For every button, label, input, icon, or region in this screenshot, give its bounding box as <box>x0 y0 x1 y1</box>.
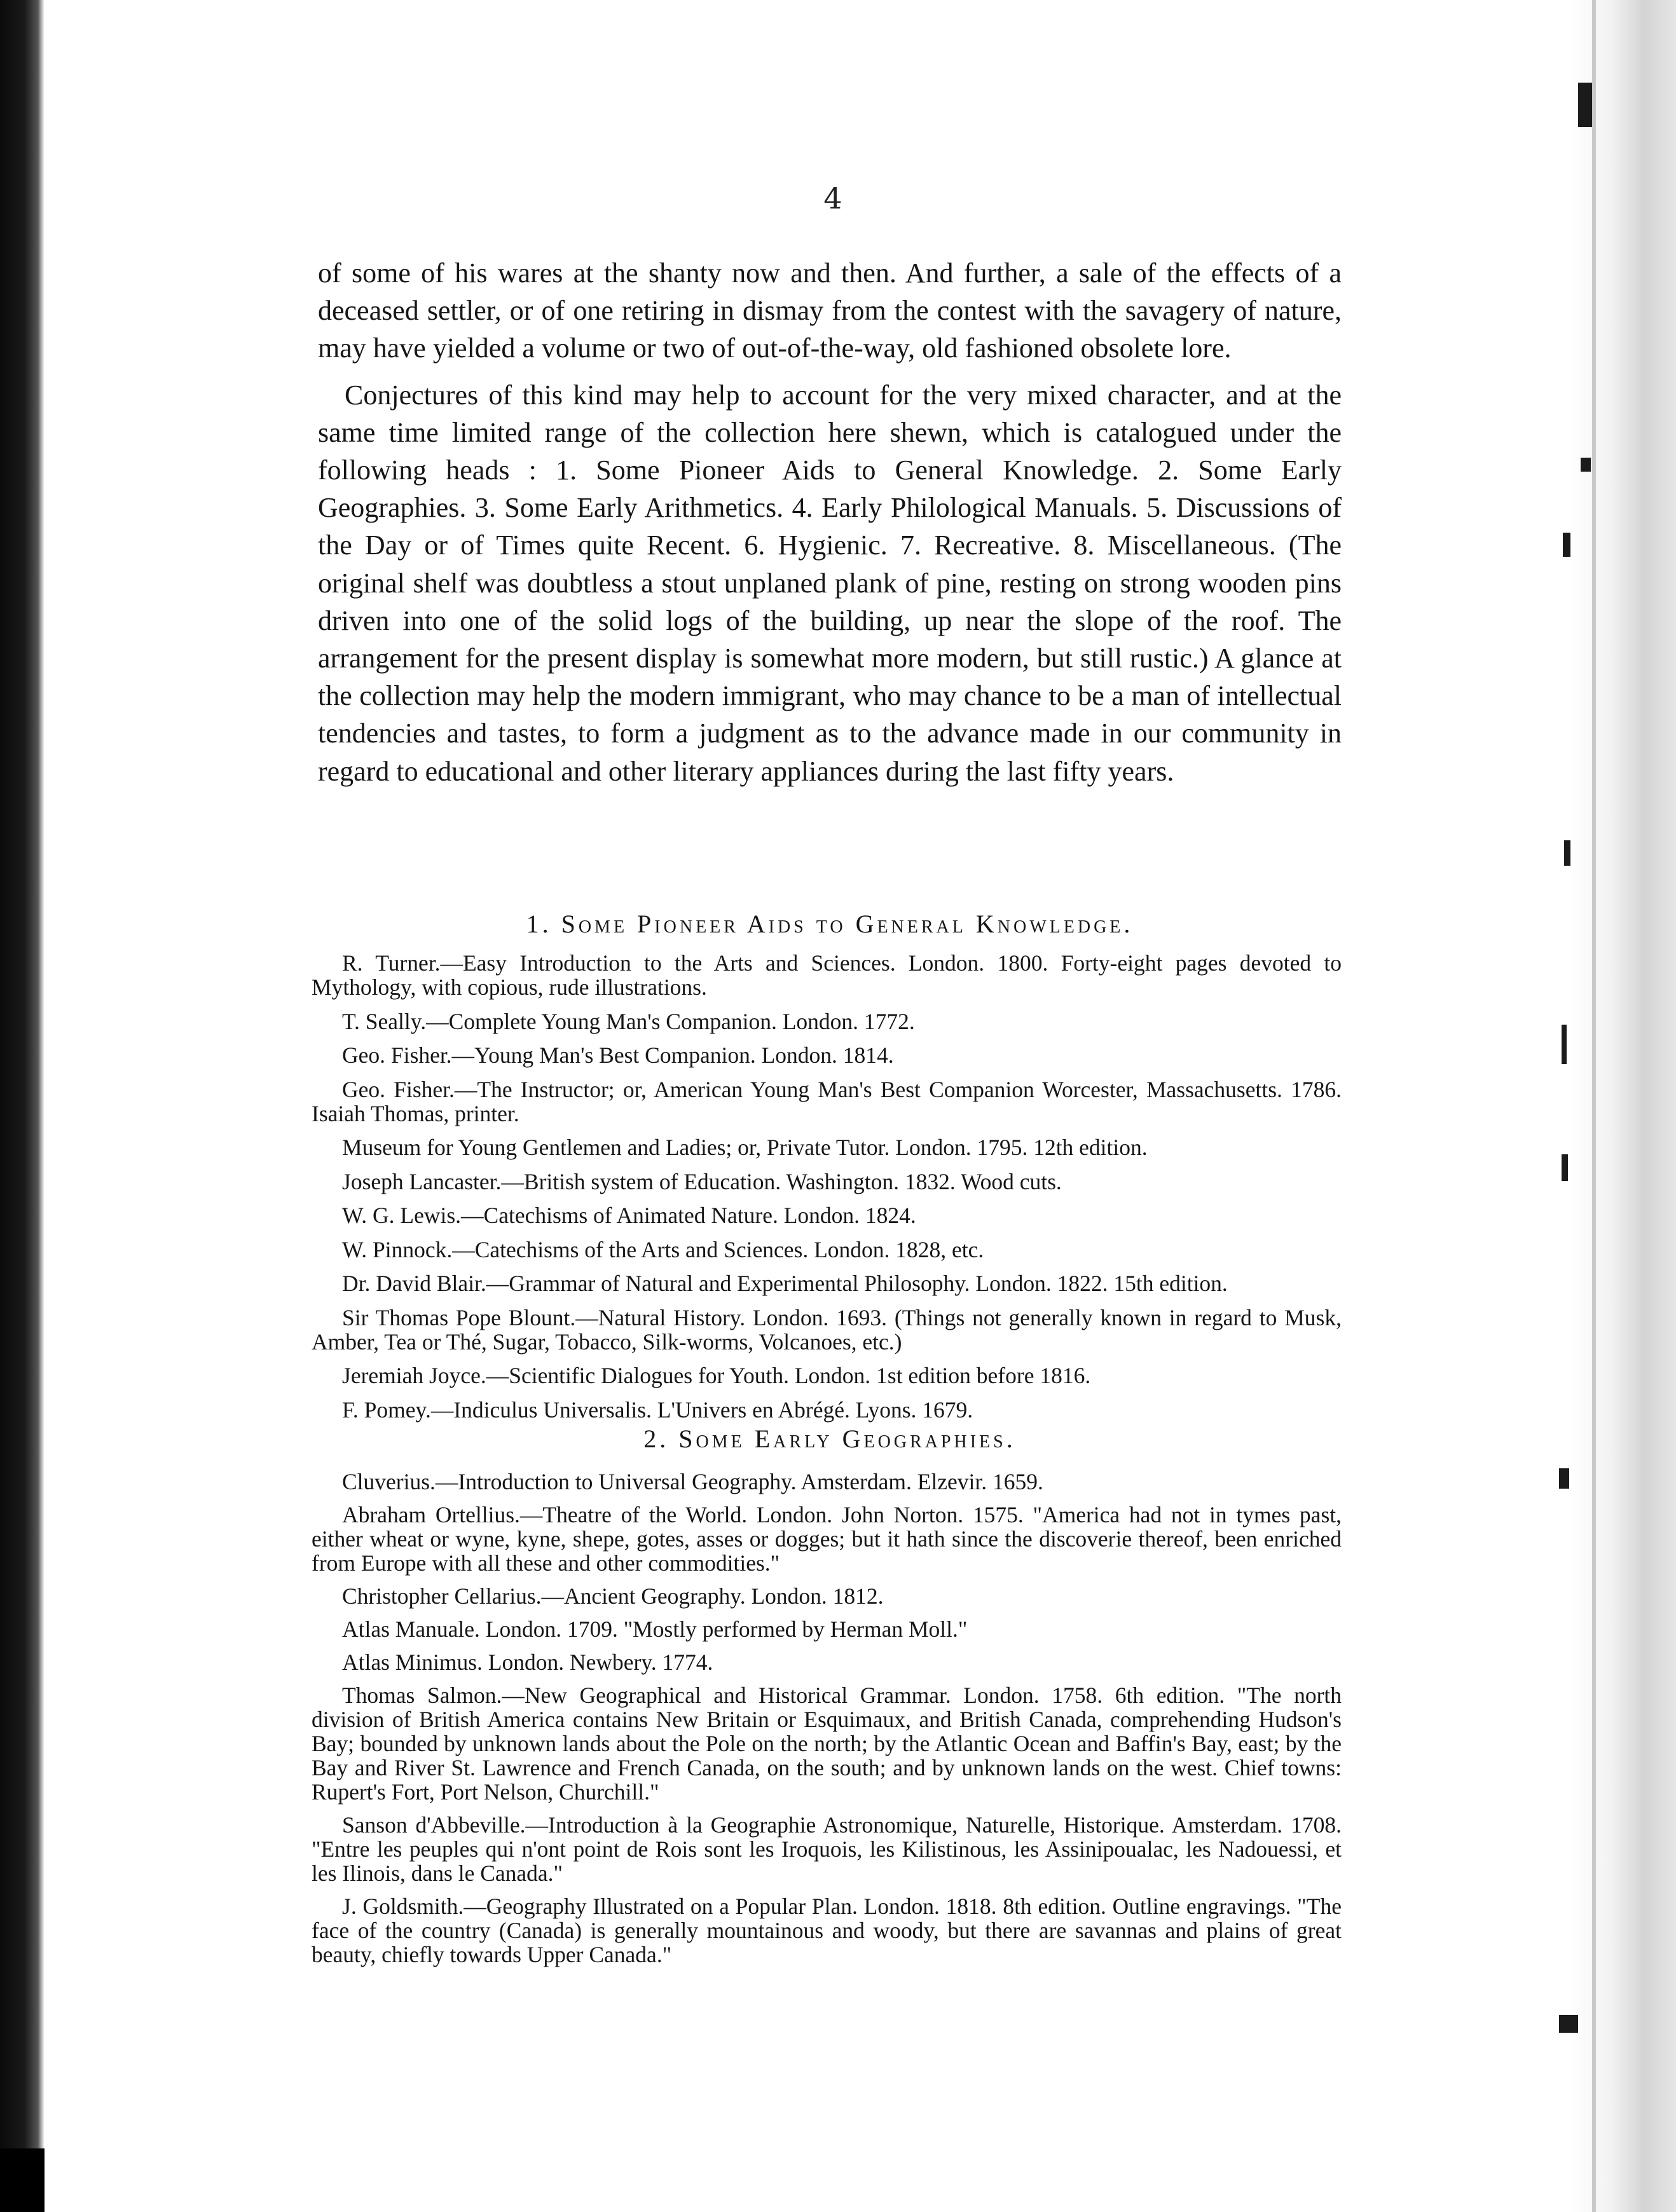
catalogue-entry: Thomas Salmon.—New Geographical and Historical Grammar. London. 1758. 6th edition. "The north division of British America contains New Britain or Esquimaux, and British Canada, comprehending Hudson's Bay; bounded by unknown lands about the Pole on the north; by the Atlantic Ocean and Baffin's Bay, east; by the Bay and River St. Lawrence and French Canada, on the south; and by unknown lands on the west. Chief towns: Rupert's Fort, Port Nelson, Churchill." <box>312 1683 1342 1805</box>
catalogue-entry: Abraham Ortellius.—Theatre of the World. London. John Norton. 1575. "America had not in tymes past, either wheat or wyne, kyne, shepe, gotes, asses or dogges; but it hath since the discoverie thereof, been enriched from Europe with all these and other commodities." <box>312 1502 1342 1576</box>
edge-mark <box>1562 1025 1567 1064</box>
scan-dark-border-left <box>0 0 45 2212</box>
catalogue-entry: Jeremiah Joyce.—Scientific Dialogues for Youth. London. 1st edition before 1816. <box>342 1363 1091 1388</box>
catalogue-entry: Sir Thomas Pope Blount.—Natural History. London. 1693. (Things not generally known in regard to Musk, Amber, Tea or Thé, Sugar, Tobacco, Silk-worms, Volcanoes, etc.) <box>312 1304 1342 1355</box>
catalogue-entry: Cluverius.—Introduction to Universal Geography. Amsterdam. Elzevir. 1659. <box>342 1469 1043 1494</box>
edge-mark <box>1562 1154 1568 1181</box>
body-text <box>318 254 1342 799</box>
page-edge-shade <box>1569 0 1676 2212</box>
catalogue-entry: Dr. David Blair.—Grammar of Natural and Experimental Philosophy. London. 1822. 15th edition. <box>342 1271 1228 1296</box>
page-number: 4 <box>823 181 842 215</box>
edge-mark <box>1581 458 1591 472</box>
edge-mark <box>1564 840 1570 866</box>
catalogue-entry: Christopher Cellarius.—Ancient Geography. London. 1812. <box>342 1583 884 1609</box>
catalogue-entry: Museum for Young Gentlemen and Ladies; or, Private Tutor. London. 1795. 12th edition. <box>342 1135 1148 1160</box>
binding-line <box>1592 0 1596 2212</box>
catalogue-entry: F. Pomey.—Indiculus Universalis. L'Univers en Abrégé. Lyons. 1679. <box>342 1396 973 1423</box>
catalogue-entry: Sanson d'Abbeville.—Introduction à la Geographie Astronomique, Naturelle, Historique. Amsterdam. 1708. "Entre les peuples qui n'ont point de Rois sont les Iroquois, les Kilistinous, les Assinipoualac, les Nadouessi, et les Ilinois, dans le Canada." <box>312 1812 1342 1886</box>
catalogue-entry: Joseph Lancaster.—British system of Education. Washington. 1832. Wood cuts. <box>342 1168 1062 1194</box>
edge-mark <box>1559 2015 1578 2033</box>
section-early-geographies-entries <box>312 1470 1342 1976</box>
catalogue-entry: Geo. Fisher.—The Instructor; or, American Young Man's Best Companion Worcester, Massachusetts. 1786. Isaiah Thomas, printer. <box>312 1076 1342 1126</box>
catalogue-entry: Geo. Fisher.—Young Man's Best Companion. London. 1814. <box>342 1042 894 1068</box>
catalogue-entry: W. G. Lewis.—Catechisms of Animated Nature. London. 1824. <box>342 1203 916 1228</box>
edge-mark <box>1578 83 1592 127</box>
paragraph: Conjectures of this kind may help to account for the very mixed character, and at the same time limited range of the collection here shewn, which is catalogued under the following heads : 1. Some Pioneer Aids to General Knowledge. 2. Some Early Geographies. 3. Some Early Arithmetics. 4. Early Philological Manuals. 5. Discussions of the Day or of Times quite Recent. 6. Hygienic. 7. Recreative. 8. Miscellaneous. (The original shelf was doubtless a stout unplaned plank of pine, resting on strong wooden pins driven into one of the solid logs of the building, up near the slope of the roof. The arrangement for the present display is somewhat more modern, but still rustic.) A glance at the collection may help the modern immigrant, who may chance to be a man of intellectual tendencies and tastes, to form a judgment as to the advance made in our community in regard to educational and other literary appliances during the last fifty years. <box>318 379 1342 787</box>
paragraph: of some of his wares at the shanty now and then. And further, a sale of the effects of a deceased settler, or of one retiring in dismay from the contest with the savagery of nature, may have yielded a volume or two of out-of-the-way, old fashioned obsolete lore. <box>318 257 1342 364</box>
edge-mark <box>1563 533 1570 557</box>
section-heading-early-geographies: 2. Some Early Geographies. <box>643 1424 1016 1453</box>
section-heading-pioneer-aids: 1. Some Pioneer Aids to General Knowledge. <box>526 910 1134 938</box>
section-pioneer-aids-entries <box>312 951 1342 1431</box>
scan-dark-corner-bottom-left <box>0 2148 45 2212</box>
scan-page-edge-right <box>1569 0 1676 2212</box>
catalogue-entry: R. Turner.—Easy Introduction to the Arts and Sciences. London. 1800. Forty-eight pages devoted to Mythology, with copious, rude illustrations. <box>312 950 1342 1000</box>
catalogue-entry: T. Seally.—Complete Young Man's Companion. London. 1772. <box>342 1008 915 1034</box>
catalogue-entry: W. Pinnock.—Catechisms of the Arts and Sciences. London. 1828, etc. <box>342 1236 984 1262</box>
edge-mark <box>1559 1468 1569 1489</box>
catalogue-entry: Atlas Manuale. London. 1709. "Mostly performed by Herman Moll." <box>342 1616 968 1642</box>
catalogue-entry: Atlas Minimus. London. Newbery. 1774. <box>342 1649 713 1675</box>
catalogue-entry: J. Goldsmith.—Geography Illustrated on a Popular Plan. London. 1818. 8th edition. Outline engravings. "The face of the country (Canada) is generally mountainous and woody, but there are savannas and plains of great beauty, chiefly towards Upper Canada." <box>312 1894 1342 1967</box>
